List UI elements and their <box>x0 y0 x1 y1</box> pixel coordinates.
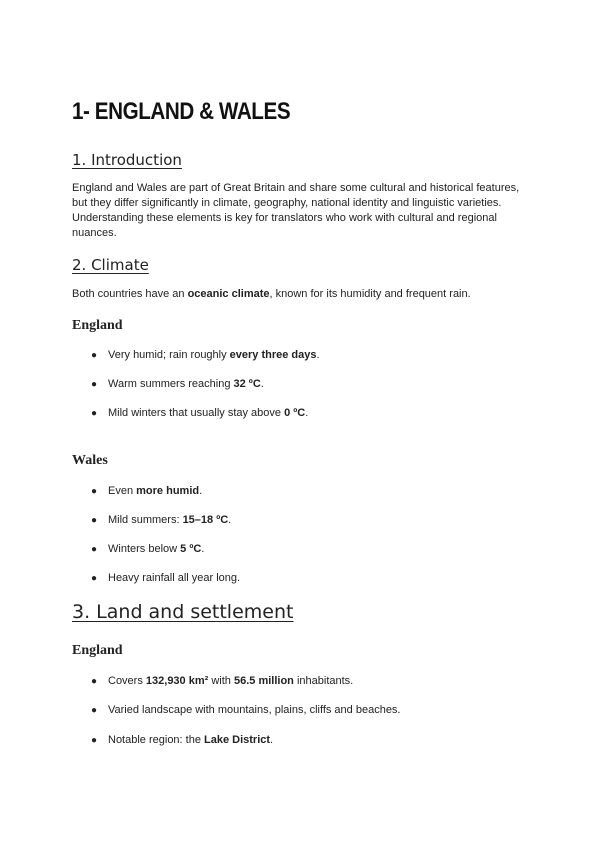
list-item-text: Notable region: the <box>108 734 205 746</box>
list-item-text: Even <box>108 485 137 497</box>
list-item-bold: more humid <box>136 485 200 497</box>
heading-introduction: 1. Introduction <box>72 151 182 169</box>
list-item <box>91 703 401 718</box>
bullet-icon: ● <box>91 735 98 746</box>
list-item-text-end: . <box>201 543 205 555</box>
list-item-bold: 15–18 ºC <box>182 514 229 526</box>
list-item-text: Very humid; rain roughly <box>108 349 230 361</box>
bullet-icon: ● <box>91 515 98 526</box>
bullet-icon: ● <box>91 705 98 716</box>
list-item <box>91 733 273 748</box>
page-title: 1- ENGLAND & WALES <box>72 98 291 125</box>
list-item <box>91 542 204 557</box>
list-item-text-mid: with <box>208 675 234 687</box>
list-item-text-end: . <box>199 485 203 497</box>
list-item <box>91 377 264 392</box>
bullet-icon: ● <box>91 408 98 419</box>
climate-lead-text: Both countries have an <box>72 288 188 300</box>
list-item-text: Mild winters that usually stay above <box>108 407 285 419</box>
list-item <box>91 513 231 528</box>
bullet-icon: ● <box>91 676 98 687</box>
list-item-text-end: . <box>270 734 274 746</box>
bullet-icon: ● <box>91 573 98 584</box>
list-item-bold: 0 ºC <box>284 407 306 419</box>
climate-lead <box>72 287 532 302</box>
list-item-text-end: . <box>305 407 309 419</box>
list-item-bold: 5 ºC <box>180 543 202 555</box>
bullet-icon: ● <box>91 486 98 497</box>
heading-climate: 2. Climate <box>72 256 149 274</box>
bullet-icon: ● <box>91 544 98 555</box>
subheading-england-land: England <box>72 643 123 658</box>
subheading-wales-climate: Wales <box>72 453 108 468</box>
list-item-text-end: . <box>228 514 232 526</box>
list-item-text: Covers <box>108 675 146 687</box>
list-item-bold: every three days <box>229 349 317 361</box>
list-item-text: Heavy rainfall all year long. <box>108 572 241 584</box>
list-item <box>91 674 353 689</box>
list-item <box>91 348 320 363</box>
intro-paragraph: England and Wales are part of Great Britain and share some cultural and historical features, but they differ significantly in climate, geography, national identity and linguistic varieties. Understanding these elements is key for translators who work with cultural and regional nuances. <box>72 182 520 239</box>
list-item-text: Warm summers reaching <box>108 378 234 390</box>
climate-lead-text-end: , known for its humidity and frequent rain. <box>269 288 471 300</box>
list-item-text: Mild summers: <box>108 514 183 526</box>
bullet-icon: ● <box>91 350 98 361</box>
list-item-bold-2: 56.5 million <box>233 675 294 687</box>
list-item-bold: 132,930 km² <box>145 675 209 687</box>
list-item <box>91 571 240 586</box>
heading-land-settlement: 3. Land and settlement <box>72 601 294 623</box>
subheading-england-climate: England <box>72 318 123 333</box>
list-item <box>91 484 202 499</box>
list-item-bold: 32 ºC <box>233 378 261 390</box>
list-item-text-end: . <box>260 378 264 390</box>
list-item-text-end: inhabitants. <box>293 675 354 687</box>
bullet-icon: ● <box>91 379 98 390</box>
list-item-text-end: . <box>316 349 320 361</box>
list-item <box>91 406 308 421</box>
list-item-text: Varied landscape with mountains, plains, cliffs and beaches. <box>108 704 401 716</box>
list-item-text: Winters below <box>108 543 181 555</box>
list-item-bold: Lake District <box>204 734 271 746</box>
climate-lead-bold: oceanic climate <box>187 288 270 300</box>
